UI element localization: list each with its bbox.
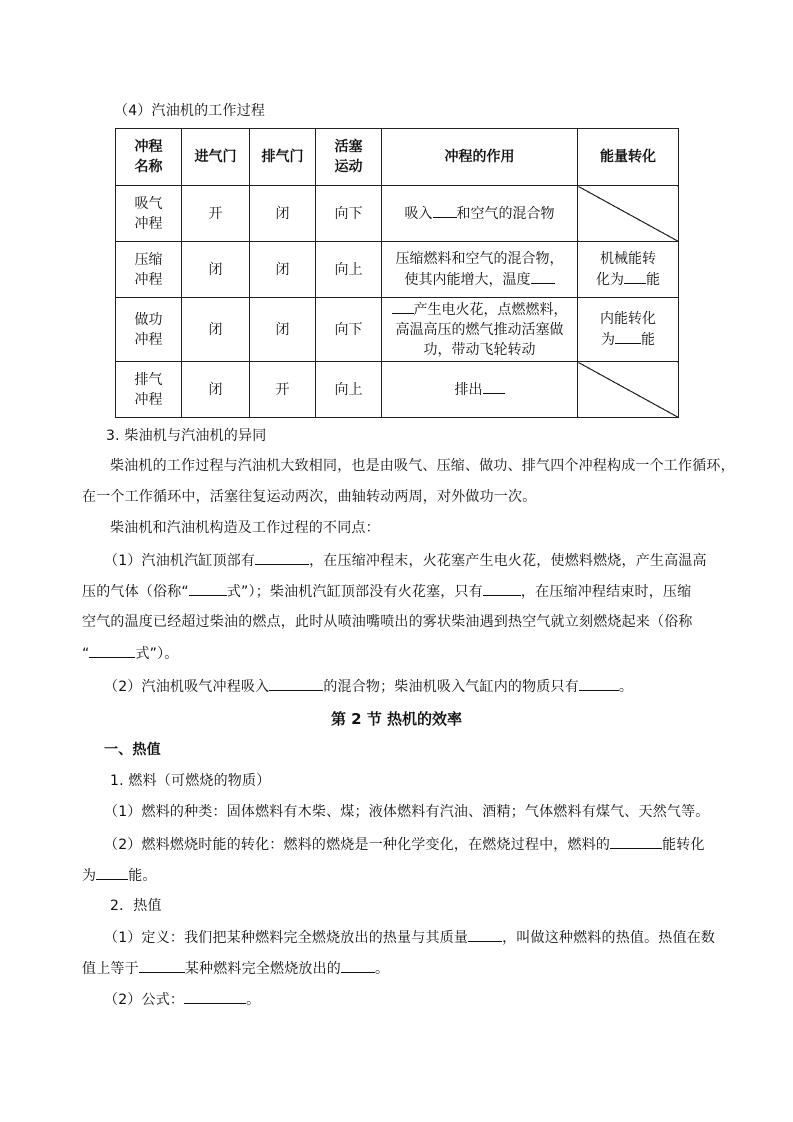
paragraph-1-line-2: 在一个工作循环中，活塞往复运动两次，曲轴转动两周，对外做功一次。	[82, 489, 537, 505]
stroke-name: 吸气冲程	[116, 186, 182, 242]
table-header-row	[116, 129, 679, 186]
section-2-title: 第 2 节 热机的效率	[330, 710, 463, 728]
fuel-energy-line-1: （2）燃料燃烧时能的转化：燃料的燃烧是一种化学变化，在燃烧过程中，燃料的 能转化	[104, 834, 734, 855]
table-row	[116, 362, 679, 418]
intake-valve: 闭	[182, 298, 250, 362]
header-cell: 进气门	[182, 129, 250, 186]
definition-line-2: 值上等于 某种燃料完全燃烧放出的 。	[82, 958, 712, 979]
piston-motion: 向下	[316, 298, 382, 362]
exhaust-valve: 闭	[250, 186, 316, 242]
fuel-types: （1）燃料的种类：固体燃料有木柴、煤；液体燃料有汽油、酒精；气体燃料有煤气、天然气等。	[104, 804, 710, 820]
stroke-name: 排气冲程	[116, 362, 182, 418]
paragraph-3-line-4: “ 式”）。	[82, 643, 712, 664]
fuel-title: 1. 燃料（可燃烧的物质）	[110, 773, 271, 789]
energy-conversion: 内能转化 为 能	[578, 298, 679, 362]
paragraph-1-line-1: 柴油机的工作过程与汽油机大致相同，也是由吸气、压缩、做功、排气四个冲程构成一个工作循环，	[110, 458, 735, 474]
paragraph-2: 柴油机和汽油机构造及工作过程的不同点：	[110, 520, 380, 536]
paragraph-3-line-3: 空气的温度已经超过柴油的燃点，此时从喷油嘴喷出的雾状柴油遇到热空气就立刻燃烧起来（俗称	[82, 614, 693, 630]
formula-line: （2）公式： 。	[104, 989, 734, 1010]
exhaust-valve: 开	[250, 362, 316, 418]
header-cell: 能量转化	[578, 129, 679, 186]
intake-valve: 开	[182, 186, 250, 242]
stroke-role: 产生电火花，点燃燃料， 高温高压的燃气推动活塞做 功，带动飞轮转动	[382, 298, 578, 362]
piston-motion: 向上	[316, 362, 382, 418]
heat-value-title: 2．热值	[110, 898, 162, 914]
table-row	[116, 242, 679, 298]
energy-empty-cell	[578, 186, 679, 242]
stroke-name: 做功冲程	[116, 298, 182, 362]
energy-conversion: 机械能转 化为 能	[578, 242, 679, 298]
piston-motion: 向下	[316, 186, 382, 242]
section-4-title: （4）汽油机的工作过程	[114, 103, 266, 119]
gasoline-engine-table	[115, 128, 679, 418]
piston-motion: 向上	[316, 242, 382, 298]
intake-valve: 闭	[182, 242, 250, 298]
exhaust-valve: 闭	[250, 298, 316, 362]
table-row	[116, 298, 679, 362]
paragraph-3-line-2: 压的气体（俗称“ 式”）；柴油机汽缸顶部没有火花塞，只有 ，在压缩冲程结束时，压缩	[82, 581, 712, 602]
stroke-role: 吸入 和空气的混合物	[382, 186, 578, 242]
paragraph-3-line-1: （1）汽油机汽缸顶部有 ，在压缩冲程末，火花塞产生电火花，使燃料燃烧，产生高温高	[104, 550, 734, 571]
energy-empty-cell	[578, 362, 679, 418]
header-cell: 活塞运动	[316, 129, 382, 186]
exhaust-valve: 闭	[250, 242, 316, 298]
header-cell: 冲程名称	[116, 129, 182, 186]
stroke-role: 排出	[382, 362, 578, 418]
intake-valve: 闭	[182, 362, 250, 418]
fuel-energy-line-2: 为 能。	[82, 865, 712, 886]
heading-heat-value: 一、热值	[104, 742, 161, 758]
header-cell: 冲程的作用	[382, 129, 578, 186]
stroke-role: 压缩燃料和空气的混合物， 使其内能增大，温度	[382, 242, 578, 298]
table-row	[116, 186, 679, 242]
definition-line-1: （1）定义：我们把某种燃料完全燃烧放出的热量与其质量 ，叫做这种燃料的热值。热值在数	[104, 927, 734, 948]
header-cell: 排气门	[250, 129, 316, 186]
section-3-title: 3. 柴油机与汽油机的异同	[106, 428, 267, 444]
paragraph-4: （2）汽油机吸气冲程吸入 的混合物；柴油机吸入气缸内的物质只有 。	[104, 676, 734, 697]
stroke-name: 压缩冲程	[116, 242, 182, 298]
